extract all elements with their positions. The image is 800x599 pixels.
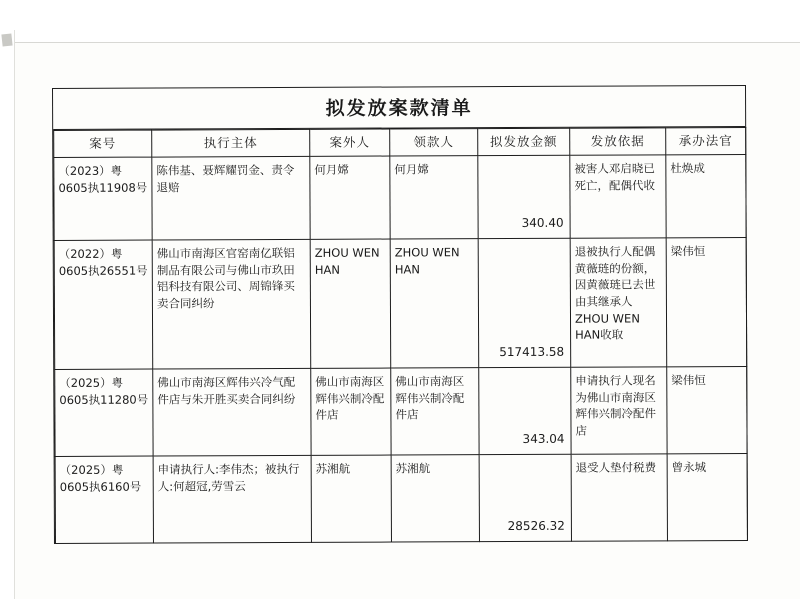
- cell-amount: [479, 454, 571, 541]
- table-row: [55, 367, 747, 457]
- cell-outsider: ZHOU WEN HAN: [310, 239, 391, 368]
- cell-subject: 陈伟基、聂辉耀罚金、责令退赔: [152, 157, 310, 241]
- disbursement-table: [53, 127, 748, 544]
- scan-edge-top: [0, 0, 800, 43]
- cell-subject: 申请执行人:李伟杰；被执行人:何超冠,劳雪云: [153, 455, 311, 543]
- document-title: 拟发放案款清单: [53, 86, 745, 130]
- cell-amount: [478, 155, 570, 238]
- cell-basis: 被害人邓启晓已死亡，配偶代收: [570, 155, 666, 238]
- cell-basis: 退被执行人配偶黄薇琏的份额，因黄薇琏已去世由其继承人ZHOU WEN HAN收取: [570, 238, 667, 367]
- amount-value: 343.04: [522, 431, 565, 446]
- cell-judge: 梁伟恒: [667, 367, 747, 454]
- column-header-basis: 发放依据: [570, 128, 666, 156]
- case-fund-disbursement-table: [52, 85, 748, 544]
- column-header-subject: 执行主体: [152, 129, 310, 157]
- cell-receiver: 何月嫦: [390, 156, 478, 239]
- cell-case-no: （2025）粤0605执6160号: [55, 456, 153, 543]
- table-row: [54, 238, 747, 370]
- table-row: [54, 155, 746, 241]
- column-header-receiver: 领款人: [390, 129, 478, 157]
- column-header-case-no: 案号: [54, 130, 152, 158]
- cell-receiver: 苏湘航: [391, 455, 479, 542]
- amount-value: 517413.58: [499, 344, 565, 359]
- scan-edge-left: [0, 30, 15, 599]
- cell-case-no: （2023）粤0605执11908号: [54, 157, 152, 240]
- cell-outsider: 何月嫦: [310, 156, 390, 239]
- cell-receiver: ZHOU WEN HAN: [390, 239, 479, 368]
- table-row: [55, 454, 747, 544]
- cell-case-no: （2025）粤0605执11280号: [55, 369, 153, 456]
- cell-judge: 曾永城: [667, 454, 747, 541]
- cell-subject: 佛山市南海区辉伟兴冷气配件店与朱开胜买卖合同纠纷: [153, 368, 311, 456]
- cell-outsider: 苏湘航: [311, 455, 391, 542]
- scan-artifact: [1, 34, 12, 47]
- amount-value: 28526.32: [507, 518, 565, 533]
- cell-amount: [479, 367, 571, 454]
- column-header-amount: 拟发放金额: [478, 128, 570, 156]
- cell-amount: [478, 238, 571, 367]
- cell-case-no: （2022）粤0605执26551号: [54, 240, 153, 369]
- amount-value: 340.40: [521, 215, 564, 230]
- column-header-outsider: 案外人: [310, 129, 390, 156]
- column-header-judge: 承办法官: [666, 127, 746, 154]
- cell-basis: 退受人垫付税费: [571, 454, 667, 541]
- cell-basis: 申请执行人现名为佛山市南海区辉伟兴制冷配件店: [571, 367, 667, 454]
- cell-judge: 杜焕成: [666, 155, 746, 238]
- table-header-row: [54, 127, 746, 157]
- cell-subject: 佛山市南海区官窑南亿联铝制品有限公司与佛山市玖田铝科技有限公司、周锦锋买卖合同纠纷: [152, 240, 311, 370]
- cell-receiver: 佛山市南海区辉伟兴制冷配件店: [391, 368, 479, 455]
- cell-outsider: 佛山市南海区辉伟兴制冷配件店: [311, 368, 391, 455]
- cell-judge: 梁伟恒: [666, 238, 747, 367]
